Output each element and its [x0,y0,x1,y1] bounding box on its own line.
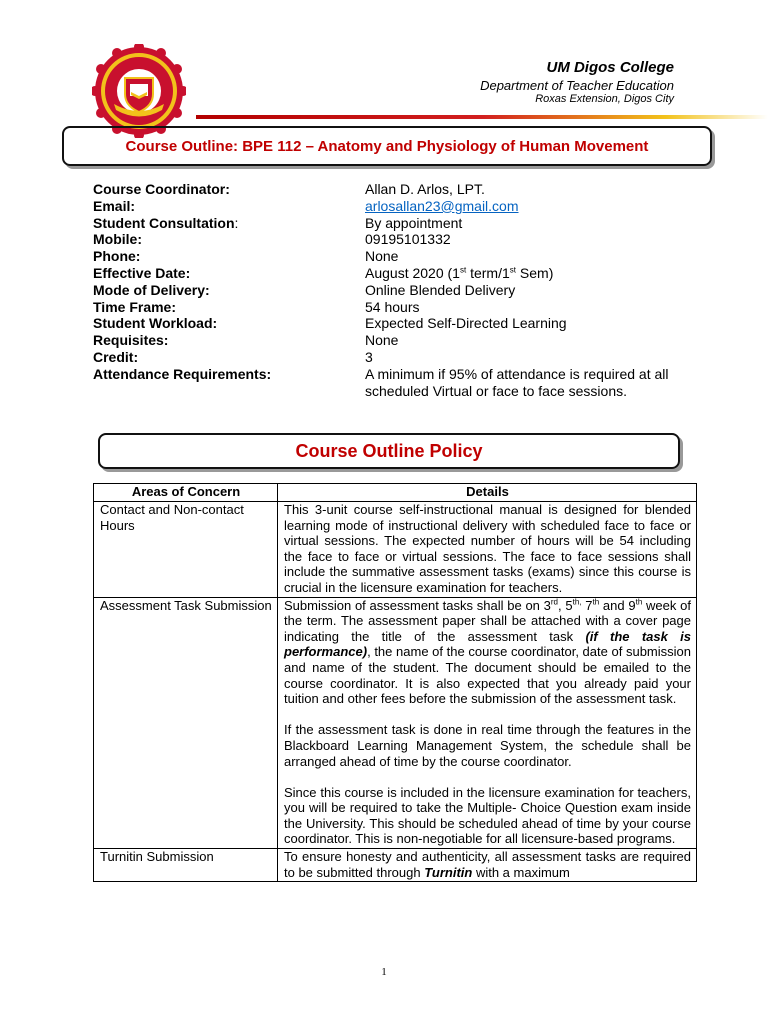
requisites-label: Requisites: [93,332,169,349]
credit-value: 3 [365,348,373,365]
effective-date-sup: st [459,265,467,275]
mode-label: Mode of Delivery: [93,281,210,298]
table-header-row [94,484,697,502]
row-turnitin-details [278,849,697,882]
time-frame-label: Time Frame: [93,298,176,315]
consultation-label-cell [93,215,365,232]
info-row-email [93,198,693,215]
time-frame-value: 54 hours [365,298,420,315]
turnitin-emphasis: Turnitin [424,864,473,880]
assessment-text: , 5 [558,597,573,613]
assessment-sup: th, [572,597,582,607]
college-address: Roxas Extension, Digos City [535,93,674,105]
coordinator-label: Course Coordinator: [93,181,230,197]
assessment-paragraph-2: If the assessment task is done in real time through the features in the Blackboard Learning Management System, the schedule shall be arranged ahead of time by the course coordinator. [284,722,691,769]
policy-title-box [98,433,680,469]
effective-date-text: Sem) [516,264,554,281]
turnitin-text: To ensure honesty and authenticity, all assessment tasks are required to be submitted through [284,849,691,880]
assessment-sup: rd [550,597,559,607]
requisites-value: None [365,332,399,349]
row-turnitin-area: Turnitin Submission [94,849,278,882]
consultation-colon: : [234,214,239,231]
info-row-time-frame [93,299,693,316]
attendance-value: A minimum if 95% of attendance is required at all scheduled Virtual or face to face sessions. [365,365,669,399]
assessment-text: week of the term. The assessment paper shall be attached with a cover page indicating the title of the assessment task [284,597,691,644]
consultation-value: By appointment [365,214,463,231]
mobile-value: 09195101332 [365,231,451,248]
assessment-text: Submission of assessment tasks shall be on 3 [284,597,551,613]
effective-date-value [365,265,675,282]
info-row-workload [93,315,693,332]
consultation-label: Student Consultation [93,214,235,231]
effective-date-text: August 2020 (1 [365,264,460,281]
info-row-credit [93,349,693,366]
mode-value: Online Blended Delivery [365,281,516,298]
info-row-requisites [93,332,693,349]
header-areas-of-concern: Areas of Concern [94,484,278,502]
info-row-phone [93,248,693,265]
header-details: Details [278,484,697,502]
row-assessment-area: Assessment Task Submission [94,597,278,849]
assessment-emphasis: (if the task is performance) [284,628,691,660]
info-row-mode [93,282,693,299]
phone-label: Phone: [93,248,141,265]
course-title-box [62,126,712,166]
info-row-mobile [93,231,693,248]
turnitin-text: with a maximum [472,864,570,880]
effective-date-sup: st [509,265,517,275]
college-seal-logo [92,44,186,138]
email-link[interactable]: arlosallan23@gmail.com [365,197,519,214]
info-row-attendance [93,366,693,400]
info-row-consultation [93,215,693,232]
info-row-effective-date [93,265,693,282]
assessment-text: , the name of the course coordinator, date of submission and name of the student. The document should be emailed to the course coordinator. It is also expected that you already paid your tuition and other fees before the submission of the assessment task. [284,644,691,707]
policy-table [93,483,697,882]
table-row [94,597,697,849]
effective-date-text: term/1 [466,264,510,281]
coordinator-value: Allan D. Arlos, LPT. [365,181,485,197]
row-assessment-details [278,597,697,849]
effective-date-label: Effective Date: [93,264,191,281]
course-info [93,181,693,399]
mobile-label: Mobile: [93,231,142,248]
assessment-sup: th [592,597,600,607]
assessment-text: and 9 [599,597,636,613]
assessment-text: 7 [581,597,593,613]
header-divider [196,115,768,119]
phone-value: None [365,248,399,265]
info-row-coordinator [93,181,693,198]
assessment-paragraph-1 [284,598,691,707]
assessment-sup: th [635,597,643,607]
row-contact-hours-area: Contact and Non-contact Hours [94,502,278,598]
row-contact-hours-details: This 3-unit course self-instructional manual is designed for blended learning mode of instructional delivery with scheduled face to face or virtual sessions. The expected number of hours will be 54 including the face to face or virtual sessions. The face to face sessions shall include the summative assessment tasks (exams) since this course is crucial in the licensure examination for teachers. [278,502,697,598]
page-number: 1 [381,966,387,978]
department-name: Department of Teacher Education [480,78,674,93]
policy-title: Course Outline Policy [295,440,483,461]
workload-label: Student Workload: [93,315,218,332]
credit-label: Credit: [93,348,139,365]
email-label: Email: [93,197,136,214]
assessment-paragraph-3: Since this course is included in the licensure examination for teachers, you will be required to take the Multiple- Choice Question exam inside the University. This should be scheduled ahead of time by your course coordinator. This is non-negotiable for all licensure-based programs. [284,784,691,847]
course-title: Course Outline: BPE 112 – Anatomy and Physiology of Human Movement [125,137,649,155]
attendance-label: Attendance Requirements: [93,365,272,382]
college-name: UM Digos College [546,59,674,76]
table-row [94,502,697,598]
workload-value: Expected Self-Directed Learning [365,315,567,332]
table-row [94,849,697,882]
